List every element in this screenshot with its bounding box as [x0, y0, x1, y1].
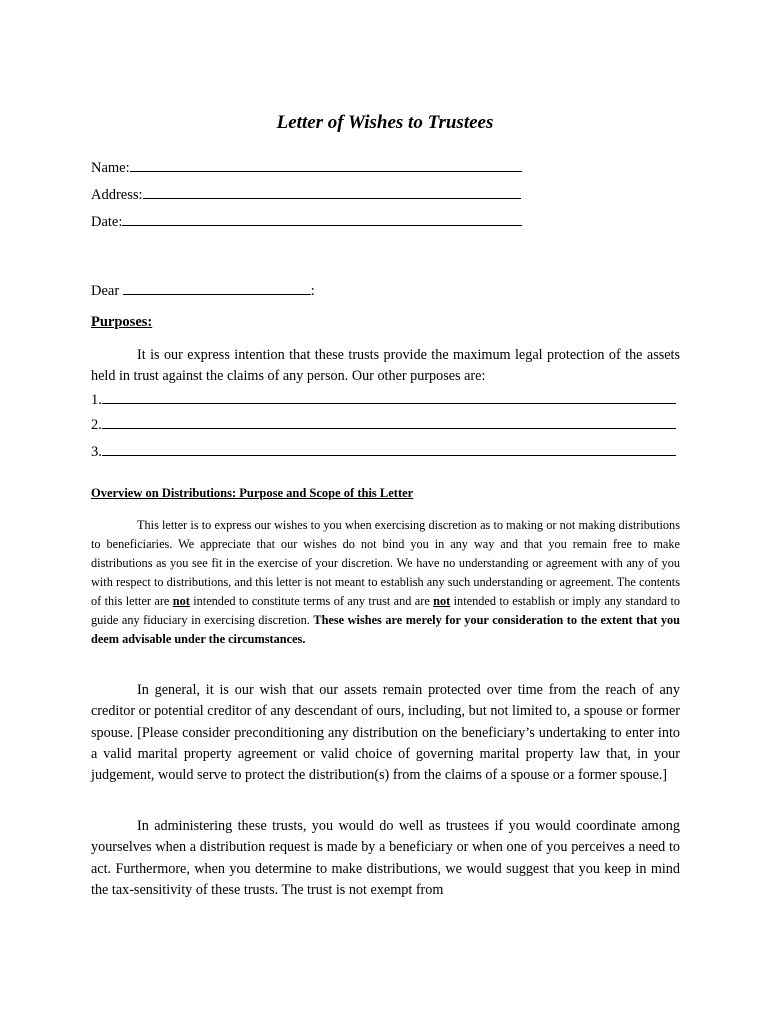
overview-bold-statement: These wishes are merely for your consideration to the extent that you deem advisable under the circumstances. — [91, 613, 681, 646]
date-line[interactable] — [122, 211, 522, 226]
general-paragraph: In general, it is our wish that our assets remain protected over time from the reach of any creditor or potential creditor of any descendant of ours, including, but not limited to, a spouse or former spouse. [Please consider preconditioning any distribution on the beneficiary’s undertaking to enter into a valid marital property agreement or valid choice of governing marital property law that, in your judgement, would serve to protect the distribution(s) from the claims of a spouse or a former spouse.] — [91, 682, 680, 784]
purpose-item-2-line[interactable] — [102, 414, 676, 429]
purpose-item-2 — [91, 414, 676, 434]
purpose-item-1 — [91, 389, 676, 409]
purpose-item-1-number: 1. — [91, 392, 102, 408]
salutation — [91, 280, 315, 300]
name-label: Name: — [91, 160, 130, 176]
salutation-dear: Dear — [91, 283, 120, 299]
overview-paragraph — [91, 516, 680, 649]
overview-not-1: not — [172, 594, 190, 608]
overview-text-c: intended to establish or imply any standard to guide any fiduciary in exercising discretion. — [91, 594, 681, 627]
address-label: Address: — [91, 187, 143, 203]
purpose-item-3-line[interactable] — [102, 441, 676, 456]
salutation-colon: : — [310, 283, 315, 299]
purposes-intro: It is our express intention that these trusts provide the maximum legal protection of the assets held in trust against the claims of any person. Our other purposes are: — [91, 347, 680, 385]
name-line[interactable] — [130, 157, 522, 172]
salutation-name-line[interactable] — [123, 280, 311, 295]
purpose-item-3-number: 3. — [91, 444, 102, 460]
purpose-item-1-line[interactable] — [102, 389, 676, 404]
purpose-item-2-number: 2. — [91, 417, 102, 433]
address-line[interactable] — [143, 184, 521, 199]
purpose-item-3 — [91, 441, 676, 461]
administering-paragraph: In administering these trusts, you would do well as trustees if you would coordinate among yourselves when a distribution request is made by a beneficiary or when one of you perceives a need to act. Furthermore, when you determine to make distributions, we would suggest that you keep in mind the tax-sensitivity of these trusts. The trust is not exempt from — [91, 818, 680, 898]
overview-not-2: not — [433, 594, 451, 608]
date-field — [91, 211, 522, 231]
address-field — [91, 184, 521, 204]
date-label: Date: — [91, 214, 123, 230]
document-title: Letter of Wishes to Trustees — [276, 112, 494, 133]
purposes-heading: Purposes: — [91, 314, 153, 330]
overview-text-b: intended to constitute terms of any trust and are — [193, 594, 430, 608]
name-field — [91, 157, 522, 177]
overview-text-a: This letter is to express our wishes to you when exercising discretion as to making or not making distributions to beneficiaries. We appreciate that our wishes do not bind you in any way and that you remain free to make distributions as you see fit in the exercise of your discretion. We have no understanding or agreement with any of you with respect to distributions, and this letter is not meant to establish any such understanding or agreement. The contents of this letter are — [91, 518, 680, 608]
overview-heading: Overview on Distributions: Purpose and Scope of this Letter — [91, 486, 414, 500]
